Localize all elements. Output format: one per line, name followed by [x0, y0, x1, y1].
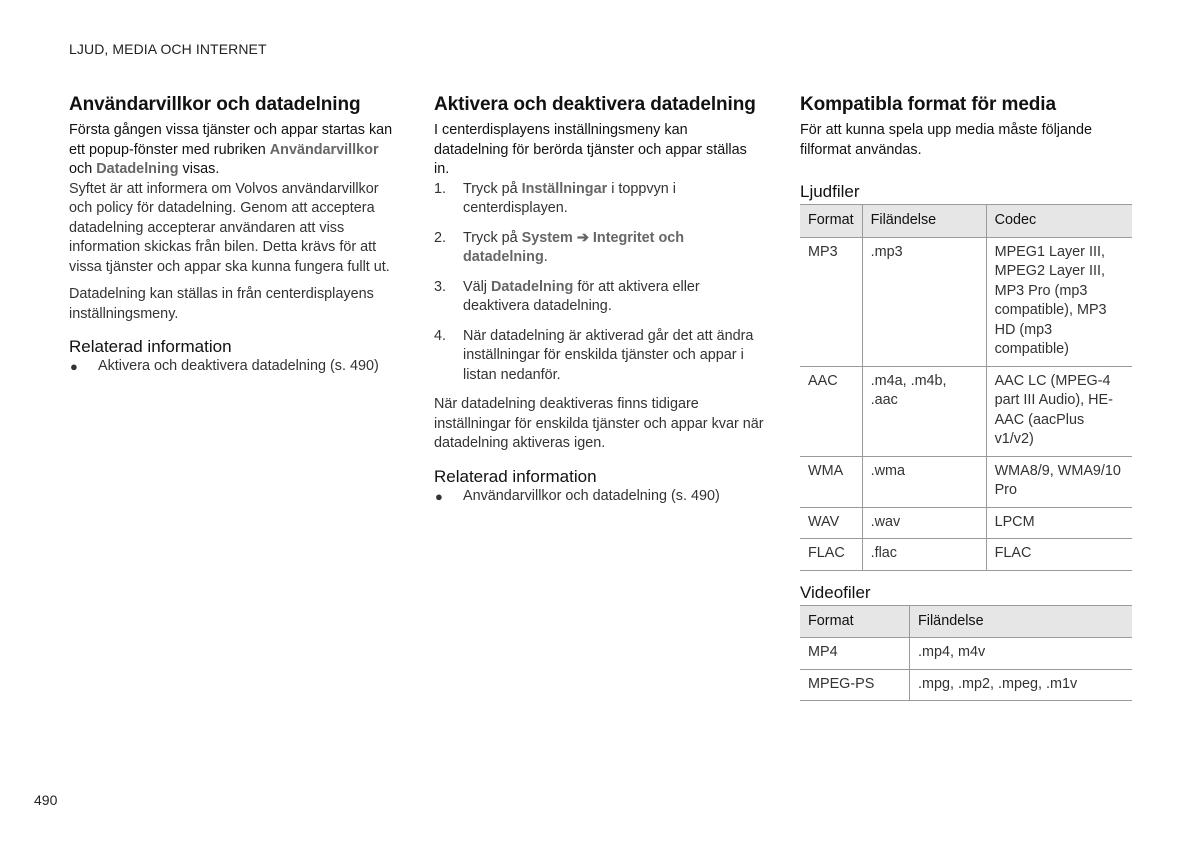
intro-paragraph: I centerdisplayens inställningsmeny kan datadelning för berörda tjänster och appar ställas in.	[434, 122, 747, 177]
column-header: Format	[800, 605, 910, 638]
table-header-row	[800, 605, 1132, 638]
settings-paragraph: Datadelning kan ställas in från centerdisplayens inställningsmeny.	[69, 286, 374, 322]
table-cell: AAC	[808, 372, 838, 389]
related-title: Relaterad information	[69, 337, 232, 356]
column-header: Filändelse	[862, 205, 986, 238]
video-title: Videofiler	[800, 582, 871, 602]
related-link-text: Användarvillkor och datadelning (s. 490)	[463, 487, 720, 504]
table-cell: .mp3	[862, 237, 986, 366]
table-cell: WMA	[808, 462, 844, 479]
table-cell: MPEG1 Layer III, MPEG2 Layer III, MP3 Pro (mp3 compatible), MP3 HD (mp3 compatible)	[986, 237, 1132, 366]
table-cell: FLAC	[986, 539, 1132, 571]
table-row	[800, 456, 1132, 507]
text: visas.	[178, 161, 220, 177]
media-formats-section	[800, 94, 1132, 701]
table-cell: WAV	[808, 513, 840, 530]
section-header: LJUD, MEDIA OCH INTERNET	[69, 41, 267, 57]
section-title: Aktivera och deaktivera datadelning	[434, 94, 756, 115]
table-row	[800, 366, 1132, 456]
intro-paragraph: För att kunna spela upp media måste följande filformat användas.	[800, 122, 1092, 158]
intro-paragraph	[69, 121, 399, 180]
text: Tryck på	[463, 180, 522, 197]
text: för att aktivera eller deaktivera datadelning.	[463, 278, 700, 314]
step-item	[434, 327, 764, 386]
table-cell: .flac	[862, 539, 986, 571]
table-cell: AAC LC (MPEG-4 part III Audio), HE-AAC (aacPlus v1/v2)	[986, 366, 1132, 456]
steps-list	[434, 180, 764, 386]
table-cell: .mpg, .mp2, .mpeg, .m1v	[910, 669, 1133, 701]
text: .	[543, 249, 548, 265]
related-link[interactable]	[69, 357, 399, 377]
highlight-term: Användarvillkor	[269, 141, 379, 158]
video-formats-table	[800, 605, 1132, 702]
table-cell: .m4a, .m4b, .aac	[862, 366, 986, 456]
step-number: 3.	[434, 278, 447, 295]
table-cell: MP4	[808, 644, 838, 660]
audio-formats-table	[800, 204, 1132, 571]
column-header: Codec	[986, 205, 1132, 238]
text: och	[69, 161, 97, 177]
highlight-term: Integritet och datadelning	[463, 229, 685, 265]
bullet-icon: ●	[70, 359, 78, 374]
step-item	[434, 278, 764, 317]
outro-paragraph: När datadelning deaktiveras finns tidigare inställningar för enskilda tjänster och appar kvar när datadelning aktiveras igen.	[434, 396, 764, 451]
text: När datadelning är aktiverad går det att ändra inställningar för enskilda tjänster och appar i listan nedanför.	[463, 327, 754, 383]
highlight-term: System	[521, 229, 573, 246]
table-row	[800, 237, 1132, 366]
step-item	[434, 229, 764, 268]
section-title: Användarvillkor och datadelning	[69, 94, 361, 115]
text: Tryck på	[463, 229, 522, 246]
related-link[interactable]	[434, 487, 764, 507]
related-list	[434, 487, 764, 507]
step-item	[434, 180, 764, 219]
highlight-term: Datadelning	[491, 278, 574, 295]
table-header-row	[800, 205, 1132, 238]
related-list	[69, 357, 399, 377]
table-cell: .wma	[862, 456, 986, 507]
table-row	[800, 507, 1132, 539]
text: i toppvyn i centerdisplayen.	[463, 180, 676, 216]
table-cell: .mp4, m4v	[910, 638, 1133, 670]
step-number: 1.	[434, 180, 447, 197]
text: Välj	[463, 278, 491, 295]
arrow-icon: ➔	[572, 229, 593, 246]
terms-section	[69, 94, 399, 377]
highlight-term: Inställningar	[521, 180, 608, 197]
purpose-paragraph: Syftet är att informera om Volvos användarvillkor och policy för datadelning. Genom att acceptera datadelning accepterar användaren att viss information skickas från bilen. Detta krävs för att vissa tjänster och appar ska kunna fungera fullt ut.	[69, 180, 390, 275]
step-number: 2.	[434, 229, 447, 246]
table-cell: .wav	[862, 507, 986, 539]
table-row	[800, 669, 1132, 701]
related-link-text: Aktivera och deaktivera datadelning (s. 490)	[98, 358, 379, 374]
table-cell: WMA8/9, WMA9/10 Pro	[986, 456, 1132, 507]
table-row	[800, 638, 1132, 670]
section-title: Kompatibla format för media	[800, 94, 1056, 115]
table-cell: MPEG-PS	[808, 675, 875, 692]
step-number: 4.	[434, 327, 447, 344]
text: Första gången vissa tjänster och appar startas kan ett popup-fönster med rubriken	[69, 122, 393, 158]
table-row	[800, 539, 1132, 571]
table-cell: FLAC	[808, 545, 845, 561]
table-cell: LPCM	[986, 507, 1132, 539]
related-title: Relaterad information	[434, 466, 597, 486]
table-cell: MP3	[808, 243, 838, 260]
page-number: 490	[34, 792, 58, 808]
column-header: Filändelse	[910, 605, 1133, 638]
audio-title: Ljudfiler	[800, 182, 860, 201]
column-header: Format	[800, 205, 862, 238]
bullet-icon: ●	[435, 488, 443, 504]
highlight-term: Datadelning	[96, 161, 179, 177]
data-sharing-section	[434, 94, 764, 506]
